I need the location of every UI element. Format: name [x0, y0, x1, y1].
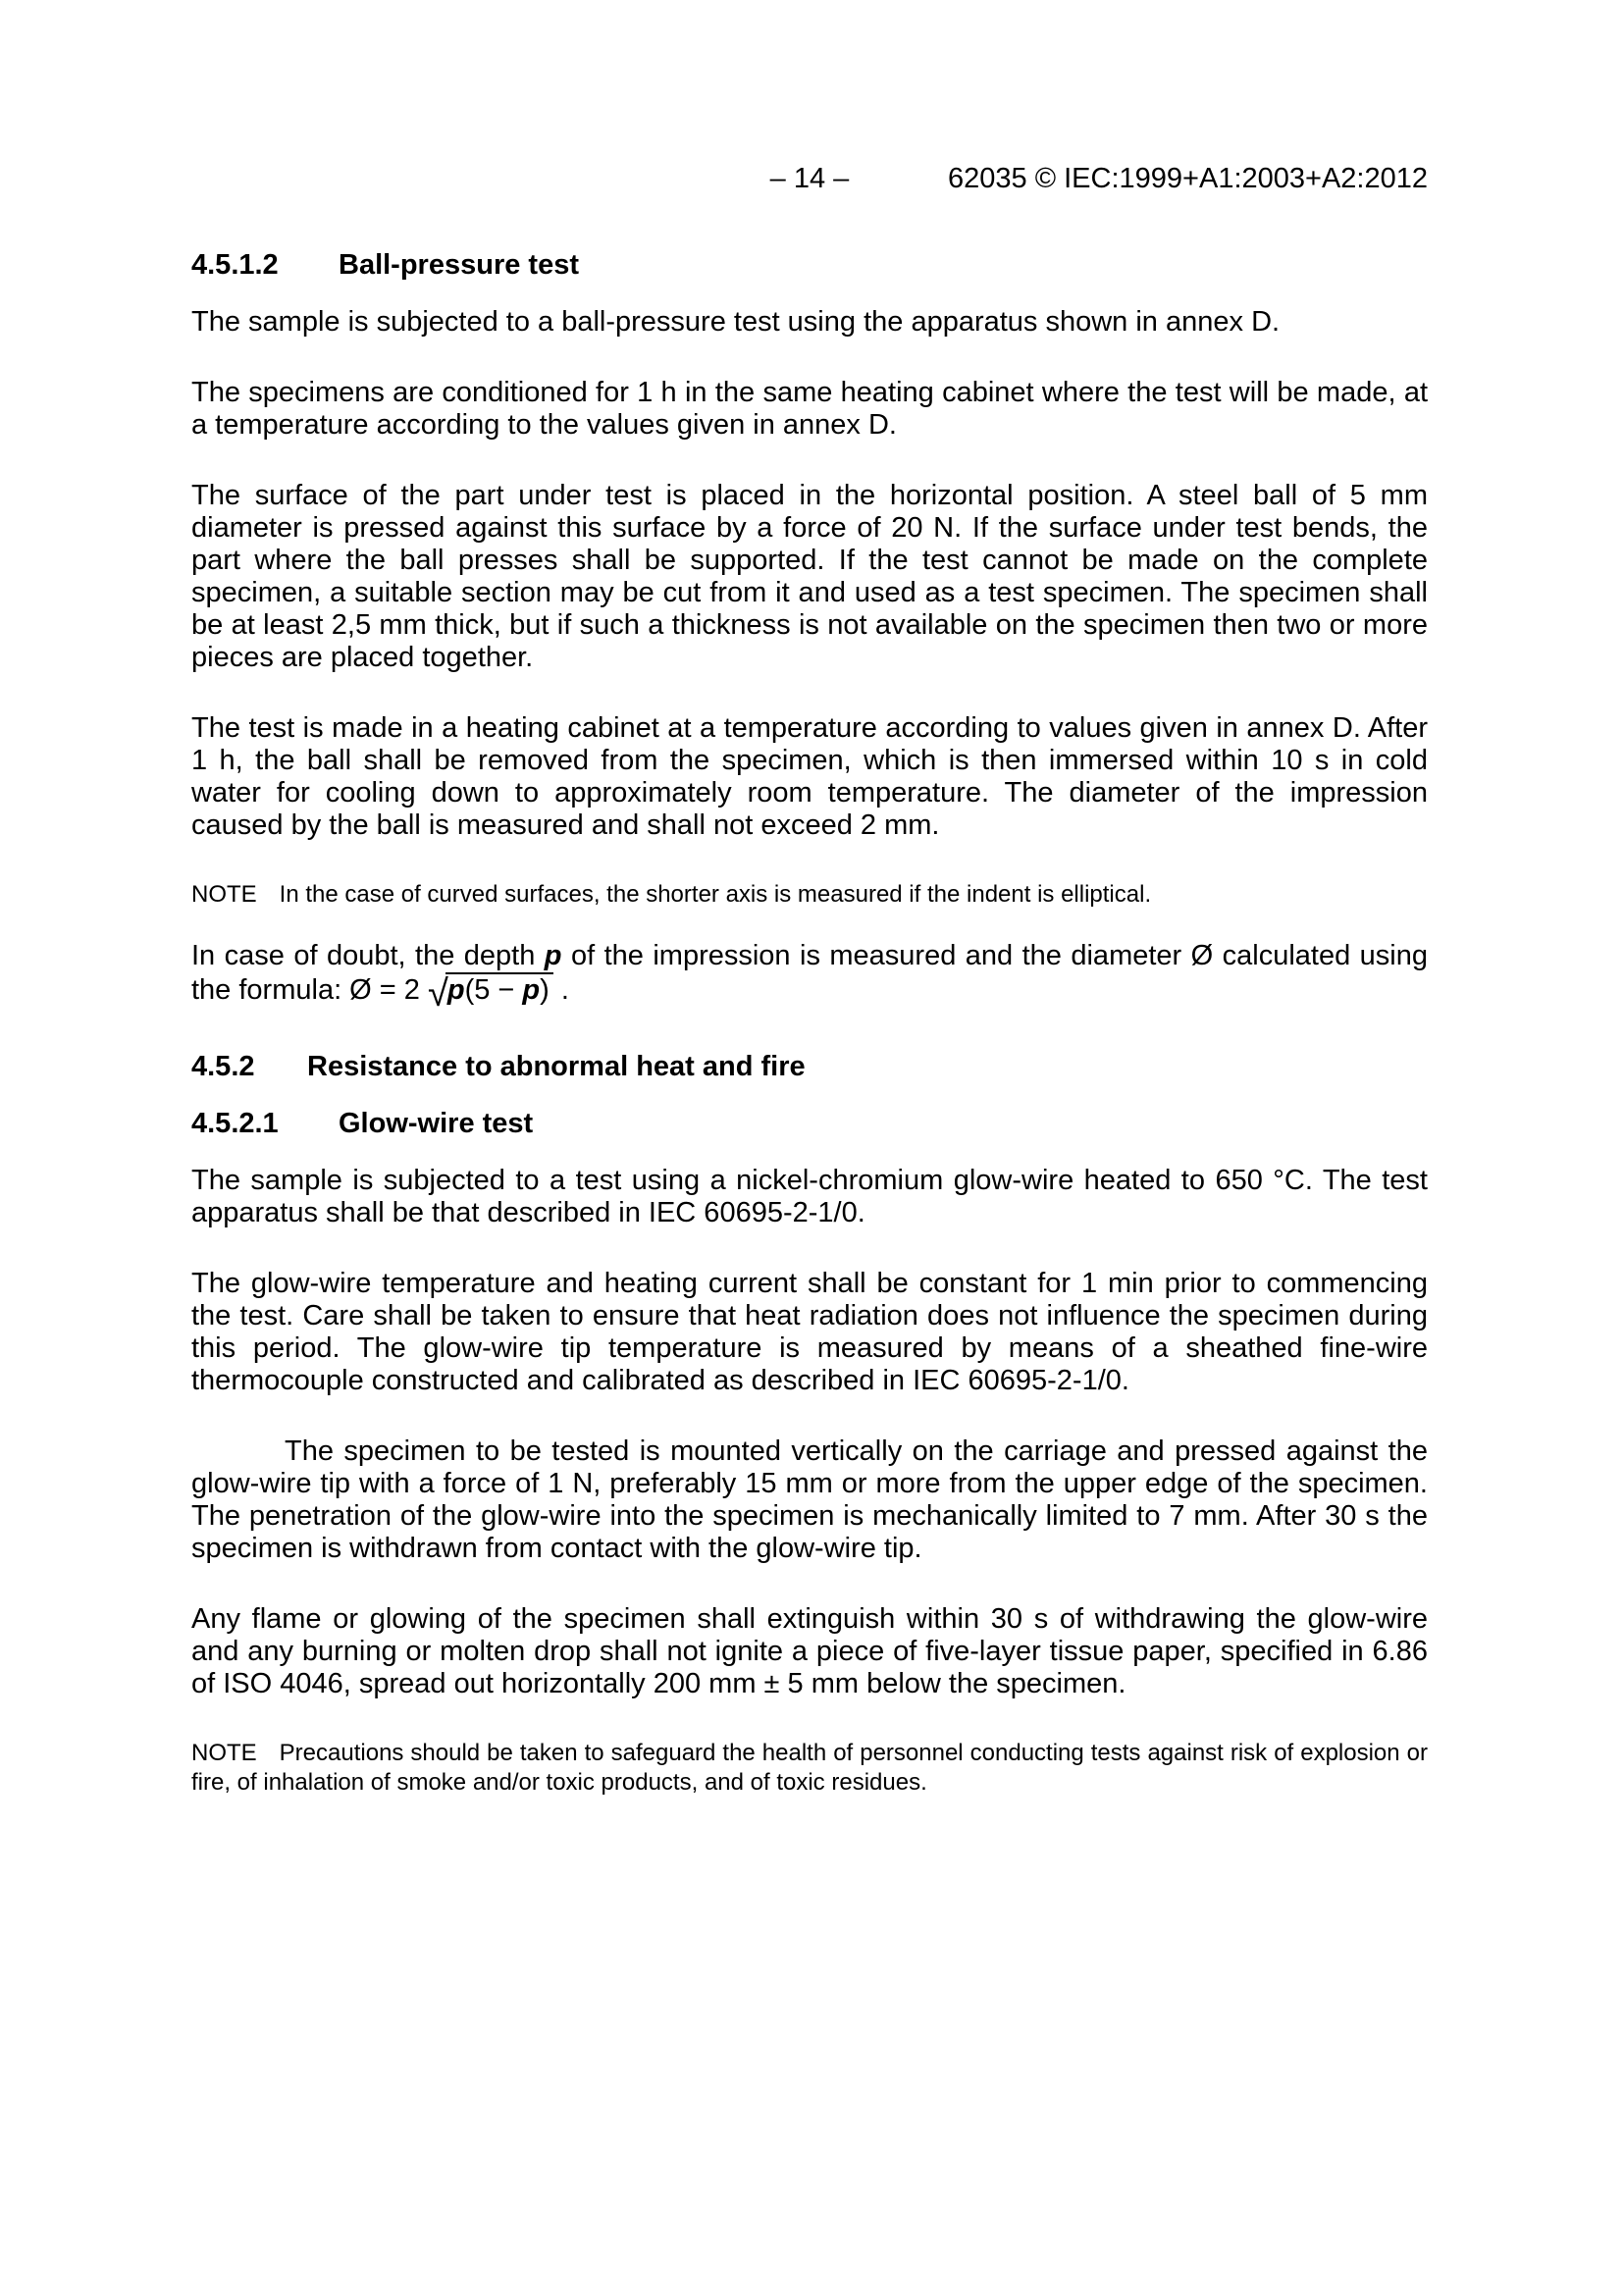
note-text: Precautions should be taken to safeguard the health of personnel conducting tests against risk of explosion or fire, of inhalation of smoke and/or toxic products, and of toxic residues.	[191, 1740, 1428, 1796]
square-root-expression	[427, 973, 553, 1015]
radicand-open: (5 −	[464, 974, 523, 1006]
paragraph-any-flame: Any flame or glowing of the specimen shall extinguish within 30 s of withdrawing the glow-wire and any burning or molten drop shall not ignite a piece of five-layer tissue paper, specified in 6.86 of ISO 4046, spread out horizontally 200 mm ± 5 mm below the specimen.	[191, 1603, 1428, 1699]
variable-p: p	[522, 974, 541, 1006]
heading-number: 4.5.1.2	[191, 249, 279, 281]
paragraph-test-heating-cabinet: The test is made in a heating cabinet at a temperature according to values given in annex D. After 1 h, the ball shall be removed from the specimen, which is then immersed within 10 s in cold water for cooling down to approximately room temperature. The diameter of the impression caused by the ball is measured and shall not exceed 2 mm.	[191, 712, 1428, 841]
heading-glow-wire-test	[191, 1108, 1428, 1140]
document-reference: 62035 © IEC:1999+A1:2003+A2:2012	[948, 163, 1428, 194]
paragraph-specimen-mounted: The specimen to be tested is mounted vertically on the carriage and pressed against the glow-wire tip with a force of 1 N, preferably 15 mm or more from the upper edge of the specimen. The penetration of the glow-wire into the specimen is mechanically limited to 7 mm. After 30 s the specimen is withdrawn from contact with the glow-wire tip.	[191, 1435, 1428, 1564]
page-header	[191, 0, 1428, 195]
paragraph-specimens-conditioned: The specimens are conditioned for 1 h in the same heating cabinet where the test will be made, at a temperature according to the values given in annex D.	[191, 377, 1428, 441]
heading-title: Resistance to abnormal heat and fire	[307, 1051, 806, 1082]
radicand-close: )	[540, 974, 550, 1006]
heading-number: 4.5.2	[191, 1051, 255, 1082]
note-label: NOTE	[191, 881, 257, 908]
note-curved-surfaces	[191, 880, 1428, 910]
paragraph-sample-glow-wire: The sample is subjected to a test using a nickel-chromium glow-wire heated to 650 °C. The test apparatus shall be that described in IEC 60695-2-1/0.	[191, 1165, 1428, 1228]
note-precautions	[191, 1739, 1428, 1798]
page-number: – 14 –	[769, 163, 850, 194]
radical-sign: √	[427, 973, 448, 1015]
heading-number: 4.5.2.1	[191, 1108, 279, 1139]
paragraph-surface-part: The surface of the part under test is placed in the horizontal position. A steel ball of 5 mm diameter is pressed against this surface by a force of 20 N. If the surface under test bends, the part where the ball presses shall be supported. If the test cannot be made on the complete specimen, a suitable section may be cut from it and used as a test specimen. The specimen shall be at least 2,5 mm thick, but if such a thickness is not available on the specimen then two or more pieces are placed together.	[191, 480, 1428, 673]
note-label: NOTE	[191, 1740, 257, 1766]
paragraph-sample-subjected: The sample is subjected to a ball-pressure test using the apparatus shown in annex D.	[191, 306, 1281, 338]
heading-title: Glow-wire test	[339, 1108, 534, 1139]
doubt-text-1: In case of doubt, the depth	[191, 940, 545, 971]
heading-title: Ball-pressure test	[339, 249, 579, 281]
doubt-suffix: .	[552, 974, 569, 1006]
variable-p: p	[446, 974, 465, 1006]
paragraph-glow-wire-temperature: The glow-wire temperature and heating current shall be constant for 1 min prior to commencing the test. Care shall be taken to ensure that heat radiation does not influence the specimen during this period. The glow-wire tip temperature is measured by means of a sheathed fine-wire thermocouple constructed and calibrated as described in IEC 60695-2-1/0.	[191, 1268, 1428, 1396]
page-content	[191, 0, 1428, 1828]
paragraph-in-case-of-doubt	[191, 940, 1428, 1013]
heading-ball-pressure-test	[191, 249, 1428, 282]
variable-p: p	[544, 940, 562, 971]
note-text: In the case of curved surfaces, the shorter axis is measured if the indent is elliptical.	[279, 881, 1152, 908]
radicand	[445, 972, 553, 1006]
heading-abnormal-heat	[191, 1051, 1428, 1083]
doubt-text-2: of the impression is measured and the diameter Ø calculated using the formula: Ø = 2	[191, 940, 1428, 1006]
